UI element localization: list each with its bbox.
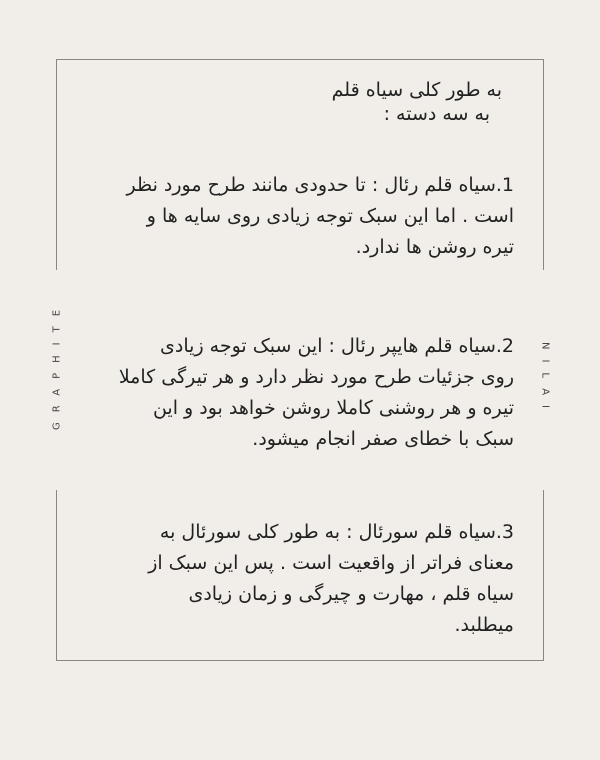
paragraph-line: 1.سیاه قلم رئال : تا حدودی مانند طرح مورد نظر: [126, 174, 514, 196]
section-hyperrealistic: [119, 331, 514, 455]
top-frame-right-rule: [543, 59, 544, 270]
heading: [332, 78, 502, 126]
section-realistic: [127, 170, 514, 263]
bottom-frame-left-rule: [56, 490, 57, 661]
paragraph-line: تیره روشن ها ندارد.: [355, 236, 514, 258]
heading-subtitle: به سه دسته :: [383, 103, 490, 125]
paragraph-line: است . اما این سبک توجه زیادی روی سایه ها و: [146, 205, 514, 227]
paragraph-line: میطلبد.: [454, 614, 514, 636]
paragraph-line: تیره و هر روشنی کاملا روشن خواهد بود و این: [152, 397, 514, 419]
top-frame-top-rule: [56, 59, 544, 60]
bottom-frame-bottom-rule: [56, 660, 544, 661]
top-frame-left-rule: [56, 59, 57, 270]
heading-title: به طور کلی سیاه قلم: [331, 79, 502, 101]
paragraph-line: سیاه قلم ، مهارت و چیرگی و زمان زیادی: [188, 583, 514, 605]
side-label-graphite: GRAPHITE: [51, 299, 63, 431]
paragraph-line: روی جزئیات طرح مورد نظر دارد و هر تیرگی کاملا: [118, 366, 514, 388]
paragraph-line: 2.سیاه قلم هایپر رئال : این سبک توجه زیادی: [160, 335, 514, 357]
paragraph-line: سبک با خطای صفر انجام میشود.: [252, 428, 514, 450]
paragraph-line: معنای فراتر از واقعیت است . پس این سبک از: [148, 552, 514, 574]
bottom-frame-right-rule: [543, 490, 544, 661]
paragraph-line: 3.سیاه قلم سورئال : به طور کلی سورئال به: [159, 521, 514, 543]
side-label-nilai: NILAI: [539, 341, 551, 419]
section-surrealistic: [148, 517, 514, 641]
